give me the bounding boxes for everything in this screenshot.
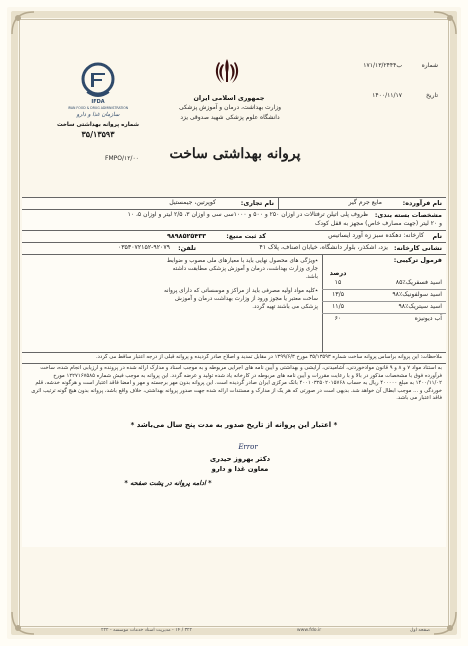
corner-ornament-icon (432, 10, 458, 36)
number-label: شماره (421, 62, 438, 69)
footer-page-label: صفحه اول (410, 628, 430, 633)
number-value: ۱۷۱/۱۳/۲۴۴۴ب (363, 62, 402, 69)
formula-row (322, 279, 446, 289)
form-code: FMPO/۱۲/۰۰ (105, 155, 139, 162)
percent-header: درصد (329, 269, 347, 277)
corner-ornament-icon (432, 610, 458, 636)
date-value: ۱۴۰۰/۱۱/۱۷ (372, 92, 402, 99)
ingredient-name: اسید سولفونیک٪۹۸ (392, 291, 442, 298)
product-name-value: مایع جرم گیر (348, 199, 382, 206)
license-number: ۳۵/۱۳۵۹۳ (81, 129, 115, 139)
formula-row (322, 315, 446, 325)
university-name: دانشگاه علوم پزشکی شهید صدوقی یزد (180, 114, 280, 121)
ingredient-percent: ۱۱/۵ (331, 303, 345, 310)
ifda-logo-icon (78, 62, 118, 100)
formula-table (322, 279, 446, 339)
registration-value: ۹۸۹۸۵۲۵۴۳۳ (166, 232, 206, 240)
signatory-title: معاون غذا و دارو (211, 465, 269, 473)
ingredient-name: اسید سیتریک٪۹۸ (398, 303, 442, 310)
republic-name: جمهوری اسلامی ایران (193, 94, 265, 102)
ingredient-percent: ۱۳/۵ (331, 291, 345, 298)
date-row (332, 92, 442, 101)
packaging-label: مشخصات بسته بندی: (374, 211, 442, 219)
ingredient-name: اسید فسفریک٪۸۵ (395, 279, 442, 286)
ingredient-percent: ۱۵ (334, 279, 342, 286)
trade-name-value: کوپرتین، جیمستیل (169, 199, 216, 206)
ingredient-percent: ۶۰ (334, 315, 342, 322)
ifda-english-name: IRAN FOOD & DRUG ADMINISTRATION (67, 106, 129, 110)
packaging-line-2: و ۲۰ لیتر (جهت مصارف خاص) مجهز به قفل کودک (315, 220, 442, 227)
iran-emblem-icon (214, 56, 240, 86)
address-value: یزد، اشکذر، بلوار دانشگاه، خیابان اصناف، پلاک ۴۱ (259, 244, 388, 251)
manufacturer-name-value: کارخانه: دهکده سبز زه آورد ایساتیس (328, 232, 424, 239)
quality-note: ٭ویژگی های محصول نهایی باید با معیارهای ملی مصوب و ضوابط جاری وزارت بهداشت، درمان و آموزش پزشکی مطابقت داشته باشد. (166, 258, 318, 280)
continued-note: * ادامه پروانه در پشت صفحه * (124, 479, 212, 487)
validity-statement: * اعتبار این پروانه از تاریخ صدور به مدت پنج سال می‌باشد * (130, 421, 338, 429)
ingredient-name: آب دیونیزه (414, 315, 442, 322)
ifda-abbrev: IFDA (91, 99, 105, 105)
manufacturer-name-label: نام (432, 232, 442, 240)
number-row (332, 62, 442, 71)
license-number-label: شماره پروانه بهداشتی ساخت (56, 122, 140, 128)
registration-label: کد ثبت منبع: (226, 232, 266, 240)
phone-label: تلفن: (178, 244, 196, 252)
raw-materials-note: ٭کلیه مواد اولیه مصرفی باید از مراکز و موسساتی که دارای پروانه ساخت معتبر یا مجوز ورود از وزارت بهداشت درمان و آموزش پزشکی می باشند تهیه گردد. (163, 288, 318, 310)
formula-row (322, 303, 446, 313)
legal-paragraph: به استناد مواد ۷ و ۸ و ۹ قانون موادخوردنی، آشامیدنی، آرایشی و بهداشتی و آیین نامه های اجرایی مربوطه و به موجب اسناد و مدارک ارائه شده در پرونده و ارزیابی انجام شده، ساخت فرآورده فوق با مشخصات مذکور در بالا و با رعایت مقررات و آیین نامه های مربوطه در کارخانه یاد شده تولید و عرضه گردد. این پروانه به موجب فیش شماره ۱۲۲۷۱۶۷۵۸۵ مورخ ۱۴۰۰/۱۱/۰۲ به مبلغ ۴۰۰۰۰۰ ریال به حساب ۴۰۰۱۰۳۲۵۰۲۰۱۵۷۶۸ بانک مرکزی ایران صادر گردیده است. این پروانه بدون مهر برجسته و مهر و امضا فاقد اعتبار است و هرگونه خدشه، قلم خوردگی و ... موجب ابطال آن خواهد شد. بدیهی است در صورتی که هر یک از مدارک و مستندات ارائه شده جهت صدور پروانه بهداشتی، خلاف واقع باشد، پروانه بدون هیچ گونه ترتیب اثری فاقد اعتبار می باشد. (31, 365, 442, 402)
footer-website: www.fdo.ir (296, 628, 322, 633)
product-name-label: نام فرآورده: (402, 199, 442, 207)
signature-mark: Error (238, 443, 258, 451)
license-body (22, 197, 446, 547)
date-label: تاریخ (426, 92, 438, 99)
packaging-line-1: ظروف پلی اتیلن ترفتالات در اوزان ۲۵۰ و ۵۰۰ و ۱۰۰۰سی سی و اوزان ۳، ۲/۵ لیتر و اوزان ۵، ۱۰ (127, 211, 368, 218)
document-title: پروانه بهداشتی ساخت (169, 146, 301, 162)
formula-row (322, 291, 446, 301)
corner-ornament-icon (10, 10, 36, 36)
formula-title: فرمول ترکیبی: (393, 256, 442, 264)
remarks-line: ملاحظات: این پروانه براساس پروانه ساخت شماره ۳۵/۱۳۵۹۳ مورخ ۱۳۹۹/۶/۳ در مقابل تمدید و اصلاح صادر گردیده و پروانه قبلی از درجه اعتبار ساقط می گردد. (96, 354, 442, 360)
footer-document-code: ۳۲۲ / ۱۴ - مدیریت اسناد خدمات موسسه - ۲۲۲ (101, 628, 192, 633)
address-label: نشانی کارخانه: (393, 244, 442, 252)
signatory-name: دکتر بهروز حیدری (209, 455, 271, 463)
ministry-name: وزارت بهداشت، درمان و آموزش پزشکی (178, 104, 282, 111)
trade-name-label: نام تجاری: (240, 199, 274, 207)
org-name: سازمان غذا و دارو (76, 112, 120, 118)
phone-value: ۰۳۵۳۰۷۲۱۵۲-۹۲۰۷۹ (117, 244, 170, 251)
corner-ornament-icon (10, 610, 36, 636)
